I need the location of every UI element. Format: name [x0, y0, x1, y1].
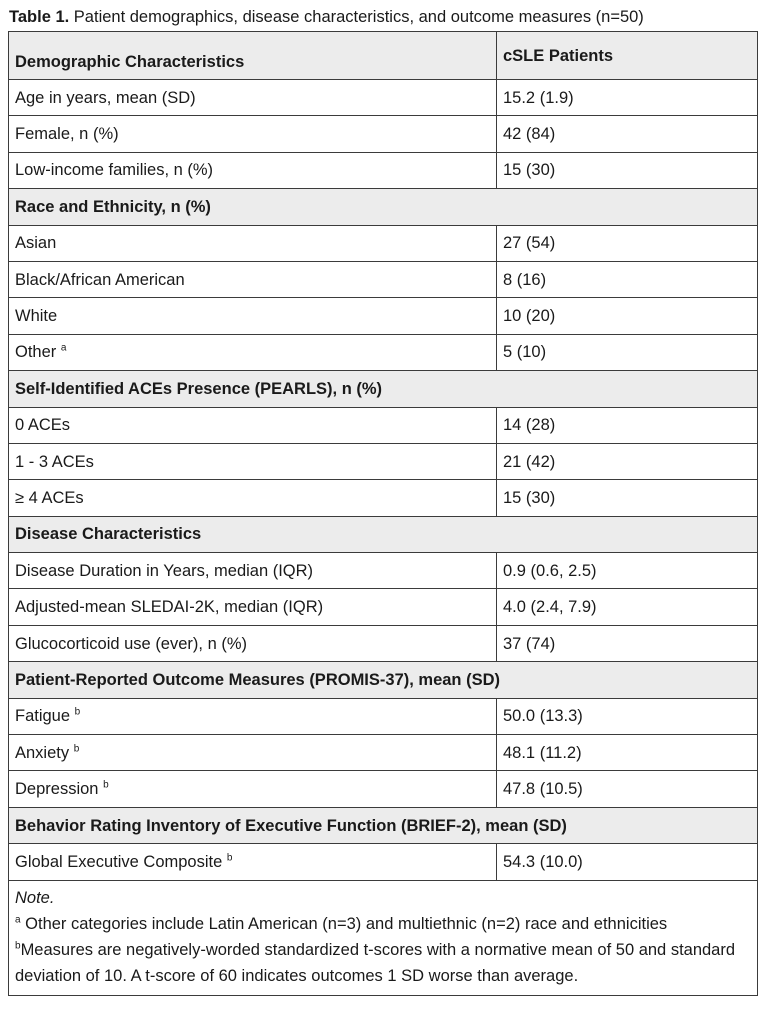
- row-value: 0.9 (0.6, 2.5): [497, 553, 758, 589]
- row-label-cell: [9, 844, 497, 880]
- table-row: [9, 407, 758, 443]
- header-demographic-characteristics: Demographic Characteristics: [9, 32, 497, 80]
- header-csle-patients: cSLE Patients: [497, 32, 758, 80]
- section-header-aces: [9, 371, 758, 407]
- table-header-row: [9, 32, 758, 80]
- row-value: 21 (42): [497, 443, 758, 479]
- row-label: Other: [15, 343, 57, 362]
- row-label: Depression: [15, 780, 99, 799]
- footnote-b: [15, 937, 751, 989]
- footnote-mark: a: [60, 342, 67, 354]
- section-title: Self-Identified ACEs Presence (PEARLS), n (%): [9, 371, 758, 407]
- row-label: Global Executive Composite: [15, 852, 223, 871]
- demographics-table: [8, 31, 758, 996]
- footnote-mark: b: [226, 852, 233, 864]
- row-value: 15 (30): [497, 152, 758, 188]
- table-row: [9, 735, 758, 771]
- table-note-row: [9, 880, 758, 995]
- footnote-mark: a: [15, 914, 21, 926]
- table-row: [9, 553, 758, 589]
- row-label: 0 ACEs: [9, 407, 497, 443]
- note-title: Note.: [15, 888, 55, 907]
- table-row: [9, 589, 758, 625]
- row-value: 27 (54): [497, 225, 758, 261]
- table-note: [9, 880, 758, 995]
- section-title: Disease Characteristics: [9, 516, 758, 552]
- row-label-cell: [9, 735, 497, 771]
- table-caption-label: Table 1.: [9, 8, 70, 26]
- section-header-disease: [9, 516, 758, 552]
- row-value: 54.3 (10.0): [497, 844, 758, 880]
- row-value: 50.0 (13.3): [497, 698, 758, 734]
- table-row: [9, 116, 758, 152]
- table-row: [9, 225, 758, 261]
- row-label: Disease Duration in Years, median (IQR): [9, 553, 497, 589]
- table-row: [9, 261, 758, 297]
- table-row: [9, 443, 758, 479]
- row-value: 8 (16): [497, 261, 758, 297]
- section-header-race: [9, 189, 758, 225]
- row-label: Black/African American: [9, 261, 497, 297]
- row-label: ≥ 4 ACEs: [9, 480, 497, 516]
- section-title: Race and Ethnicity, n (%): [9, 189, 758, 225]
- footnote-a: [15, 911, 751, 937]
- table-caption: [9, 6, 644, 28]
- footnote-mark: b: [73, 743, 80, 755]
- footnote-a-text: Other categories include Latin American (n=3) and multiethnic (n=2) race and ethnicities: [20, 914, 668, 933]
- section-title: Behavior Rating Inventory of Executive Function (BRIEF-2), mean (SD): [9, 807, 758, 843]
- table-row: [9, 334, 758, 370]
- row-label-cell: [9, 698, 497, 734]
- table-row: [9, 771, 758, 807]
- row-label: Age in years, mean (SD): [9, 80, 497, 116]
- row-value: 10 (20): [497, 298, 758, 334]
- row-value: 42 (84): [497, 116, 758, 152]
- row-label: Fatigue: [15, 707, 71, 726]
- row-label: Anxiety: [15, 743, 70, 762]
- row-value: 37 (74): [497, 625, 758, 661]
- footnote-b-text: Measures are negatively-worded standardized t-scores with a normative mean of 50 and standard deviation of 10. A t-score of 60 indicates outcomes 1 SD worse than average.: [15, 940, 736, 985]
- section-header-brief: [9, 807, 758, 843]
- row-value: 47.8 (10.5): [497, 771, 758, 807]
- row-value: 5 (10): [497, 334, 758, 370]
- table-caption-text: Patient demographics, disease characteristics, and outcome measures (n=50): [69, 8, 644, 26]
- section-title: Patient-Reported Outcome Measures (PROMIS-37), mean (SD): [9, 662, 758, 698]
- footnote-mark: b: [103, 779, 109, 791]
- section-header-promis: [9, 662, 758, 698]
- table-row: [9, 480, 758, 516]
- row-value: 48.1 (11.2): [497, 735, 758, 771]
- table-row: [9, 298, 758, 334]
- row-value: 4.0 (2.4, 7.9): [497, 589, 758, 625]
- row-label: White: [9, 298, 497, 334]
- row-value: 15.2 (1.9): [497, 80, 758, 116]
- row-label: Glucocorticoid use (ever), n (%): [9, 625, 497, 661]
- table-row: [9, 698, 758, 734]
- table-row: [9, 80, 758, 116]
- table-row: [9, 625, 758, 661]
- footnote-mark: b: [15, 940, 21, 952]
- footnote-mark: b: [74, 706, 81, 718]
- row-label: Low-income families, n (%): [9, 152, 497, 188]
- row-value: 15 (30): [497, 480, 758, 516]
- row-label: Adjusted-mean SLEDAI-2K, median (IQR): [9, 589, 497, 625]
- row-label-cell: [9, 771, 497, 807]
- table-row: [9, 152, 758, 188]
- table-row: [9, 844, 758, 880]
- row-label: Asian: [9, 225, 497, 261]
- row-label: 1 - 3 ACEs: [9, 443, 497, 479]
- row-label: Female, n (%): [9, 116, 497, 152]
- row-label-cell: [9, 334, 497, 370]
- row-value: 14 (28): [497, 407, 758, 443]
